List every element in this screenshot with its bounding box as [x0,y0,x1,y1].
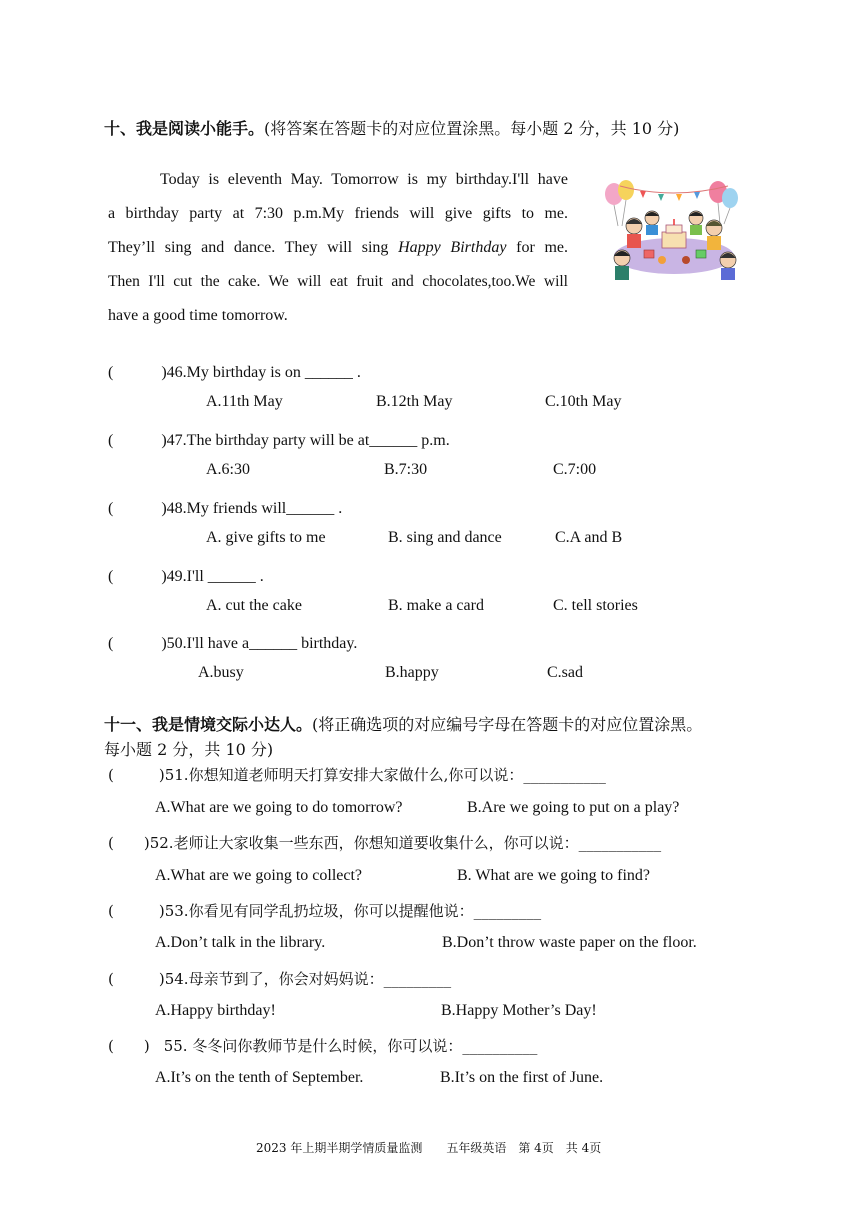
balloon-icon [722,188,738,208]
question-46 [108,359,361,382]
section-10-instructions: (将答案在答题卡的对应位置涂黑。每小题 2 分，共 10 分) [264,119,680,138]
option-51-b: B.Are we going to put on a play? [467,799,680,816]
option-51-a: A.What are we going to do tomorrow? [155,799,403,816]
section-10-title [104,116,679,139]
option-48-c: C.A and B [555,529,623,546]
option-49-a: A. cut the cake [206,597,302,614]
option-50-b: B.happy [385,664,439,681]
question-text: 48.My friends will______ . [166,500,343,517]
passage-line-5: have a good time tomorrow. [108,307,288,324]
question-text: 51.你想知道老师明天打算安排大家做什么,你可以说：___________ [164,766,606,784]
option-49-c: C. tell stories [553,597,638,614]
question-text: 53.你看见有同学乱扔垃圾，你可以提醒他说：_________ [164,902,542,920]
option-47-b: B.7:30 [384,461,428,478]
question-text: 52.老师让大家收集一些东西，你想知道要收集什么，你可以说：___________ [149,834,662,852]
answer-bracket[interactable]: ( ) [108,635,167,652]
option-54-a: A.Happy birthday! [155,1002,276,1019]
option-52-b: B. What are we going to find? [457,867,650,884]
passage-line-1: Today is eleventh May. Tomorrow is my birthday.I'll have [160,171,568,188]
section-10-heading: 十、我是阅读小能手。 [104,119,265,138]
question-text: 47.The birthday party will be at______ p.m. [166,432,450,449]
answer-bracket[interactable]: ( ) [108,500,167,517]
question-text: 46.My birthday is on ______ . [166,364,361,381]
answer-bracket[interactable]: ( ) [108,1037,150,1055]
option-50-c: C.sad [547,664,583,681]
option-55-b: B.It’s on the first of June. [440,1069,604,1086]
passage-line-4: Then I'll cut the cake. We will eat fruit and chocolates,too.We will [108,273,568,290]
option-50-a: A.busy [198,664,244,681]
passage-line-3-end: for me. [506,239,569,256]
question-48 [108,495,342,518]
answer-bracket[interactable]: ( ) [108,902,165,920]
gift-icon [696,250,706,258]
reading-passage [108,163,568,333]
section-11-instructions-line-2: 每小题 2 分，共 10 分) [104,740,274,759]
question-50 [108,630,357,653]
passage-line-2: a birthday party at 7:30 p.m.My friends will give gifts to me. [108,205,568,222]
question-text: 54.母亲节到了，你会对妈妈说：_________ [164,970,452,988]
gift-icon [644,250,654,258]
option-48-a: A. give gifts to me [206,529,326,546]
answer-bracket[interactable]: ( ) [108,970,165,988]
option-52-a: A.What are we going to collect? [155,867,363,884]
option-47-a: A.6:30 [206,461,250,478]
option-48-b: B. sing and dance [388,529,502,546]
birthday-party-illustration [600,180,746,284]
section-11-instructions: (将正确选项的对应编号字母在答题卡的对应位置涂黑。 [312,715,703,734]
option-49-b: B. make a card [388,597,484,614]
answer-bracket[interactable]: ( ) [108,432,167,449]
question-text: 55. 冬冬问你教师节是什么时候，你可以说：__________ [163,1037,538,1055]
passage-line-3-start: They’ll sing and dance. They will sing [108,239,399,256]
option-55-a: A.It’s on the tenth of September. [155,1069,364,1086]
answer-bracket[interactable]: ( ) [108,834,150,852]
question-51 [108,764,606,785]
question-47 [108,427,450,450]
page-footer: 2023 年上期半期学情质量监测 五年级英语 第 4页 共 4页 [256,1141,602,1155]
answer-bracket[interactable]: ( ) [108,568,167,585]
option-46-c: C.10th May [545,393,622,410]
question-text: 50.I'll have a______ birthday. [166,635,358,652]
question-52 [108,832,661,853]
section-11-title [104,712,702,735]
question-53 [108,900,541,921]
section-11-heading: 十一、我是情境交际小达人。 [104,715,313,734]
question-55 [108,1035,537,1056]
cake-icon [662,232,686,248]
option-46-b: B.12th May [376,393,453,410]
balloon-icon [618,180,634,200]
option-54-b: B.Happy Mother’s Day! [441,1002,597,1019]
option-53-b: B.Don’t throw waste paper on the floor. [442,934,697,951]
option-53-a: A.Don’t talk in the library. [155,934,326,951]
answer-bracket[interactable]: ( ) [108,364,167,381]
song-title: Happy Birthday [398,239,507,256]
question-49 [108,563,264,586]
option-46-a: A.11th May [206,393,283,410]
passage-line-3 [108,231,568,265]
answer-bracket[interactable]: ( ) [108,766,165,784]
question-text: 49.I'll ______ . [166,568,264,585]
question-54 [108,968,451,989]
option-47-c: C.7:00 [553,461,597,478]
